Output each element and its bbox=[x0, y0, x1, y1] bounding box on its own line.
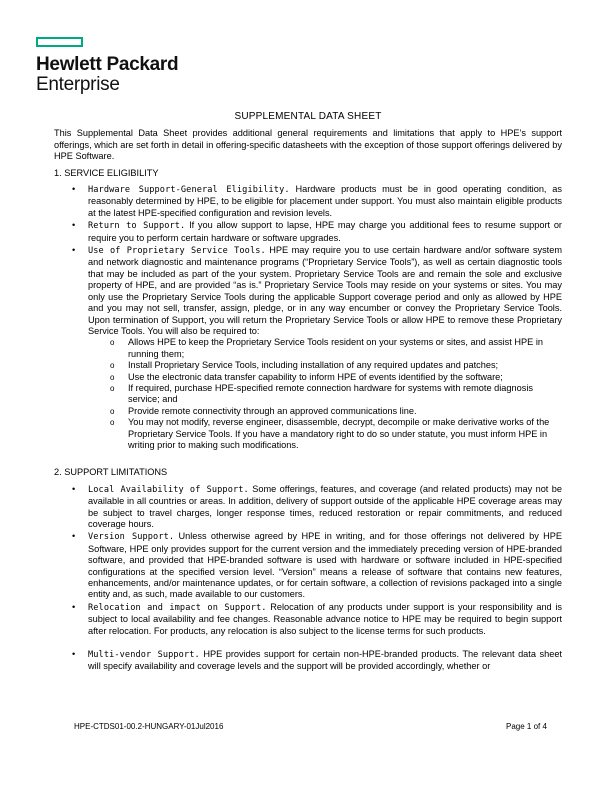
sub-list-item: o Provide remote connectivity through an approved communications line. bbox=[128, 406, 562, 417]
logo-line-2: Enterprise bbox=[36, 74, 120, 95]
item-term: Hardware Support-General Eligibility. bbox=[88, 185, 290, 196]
sub-list-item: o Allows HPE to keep the Proprietary Service Tools resident on your systems or sites, and assist HPE in running them; bbox=[128, 337, 562, 360]
list-item bbox=[88, 602, 562, 637]
list-item bbox=[88, 531, 562, 600]
sub-list-item: o Use the electronic data transfer capability to inform HPE of events identified by the software; bbox=[128, 372, 562, 383]
item-term: Version Support. bbox=[88, 532, 175, 543]
item-text: Unless otherwise agreed by HPE in writing, and for those offerings not delivered by HPE Software, HPE only provides support for the current version and the immediately preceding version of HPE-branded software, and provided that HPE-branded software is used with hardware or software included in HPE-specified configurations at the specified version level. “Version” means a release of software that contains new features, enhancements, and/or maintenance updates, or for certain software, a collection of revisions packaged into a single entity and, as such, made available to our customers. bbox=[88, 531, 562, 600]
intro-paragraph: This Supplemental Data Sheet provides additional general requirements and limitations that apply to HPE’s support offerings, which are set forth in detail in offering-specific datasheets with the exception of those support offerings delivered by HPE Software. bbox=[54, 128, 562, 162]
section-heading-service-eligibility: 1. SERVICE ELIGIBILITY bbox=[54, 167, 159, 178]
item-term: Local Availability of Support. bbox=[88, 484, 249, 495]
item-text: HPE provides support for certain non-HPE-branded products. The relevant data sheet will specify availability and coverage levels and the support will be provided accordingly, whether or bbox=[88, 649, 562, 672]
list-item bbox=[88, 184, 562, 219]
list-item bbox=[88, 220, 562, 244]
item-text: Hardware products must be in good operating condition, as reasonably determined by HPE, to be eligible for placement under support. You must also maintain eligible products at the latest HPE-specified configuration and revision levels. bbox=[88, 184, 562, 218]
item-text: If you allow support to lapse, HPE may charge you additional fees to resume support or require you to perform certain hardware or software upgrades. bbox=[88, 220, 562, 243]
item-term: Use of Proprietary Service Tools. bbox=[88, 246, 266, 257]
hpe-logo bbox=[36, 55, 178, 95]
hpe-logo-element bbox=[36, 37, 83, 47]
item-text: HPE may require you to use certain hardware and/or software system and network diagnostic and maintenance programs (“Proprietary Service Tools”), as well as certain diagnostic tools that may be included as part of the your system. Proprietary Service Tools are and remain the sole and exclusive property of HPE, and are provided “as is.” Proprietary Service Tools may reside on your systems or sites. You may only use the Proprietary Service Tools during the applicable Support coverage period and only as allowed by HPE and you may not sell, transfer, assign, pledge, or in any way encumber or convey the Proprietary Service Tools. Upon termination of Support, you will return the Proprietary Service Tools or allow HPE to remove these Proprietary Service Tools. You will also be required to: bbox=[88, 245, 562, 336]
logo-line-1: Hewlett Packard bbox=[36, 54, 179, 75]
sub-list-item: o You may not modify, reverse engineer, disassemble, decrypt, decompile or make derivative works of the Proprietary Service Tools. If you have a mandatory right to do so under statute, you must inform HPE in writing prior to making such modifications. bbox=[128, 417, 562, 451]
item-text: Relocation of any products under support is your responsibility and is subject to local availability and fee changes. Reasonable advance notice to HPE may be required to begin support after relocation. For products, any relocation is also subject to the license terms for such products. bbox=[88, 601, 562, 636]
item-text: Some offerings, features, and coverage (and related products) may not be available in all countries or areas. In addition, delivery of support outside of the applicable HPE coverage areas may be subject to travel charges, longer response times, reduced restoration or repair commitments, and reduced coverage hours. bbox=[88, 483, 562, 529]
footer-document-id: HPE-CTDS01-00.2-HUNGARY-01Jul2016 bbox=[74, 722, 224, 731]
list-item bbox=[88, 484, 562, 531]
list-item bbox=[88, 245, 562, 451]
proprietary-tools-requirements bbox=[88, 337, 562, 451]
support-limitations-list bbox=[54, 484, 562, 673]
item-term: Relocation and impact on Support. bbox=[88, 602, 267, 613]
section-heading-support-limitations: 2. SUPPORT LIMITATIONS bbox=[54, 467, 168, 478]
sub-list-item: o If required, purchase HPE-specified remote connection hardware for systems with remote diagnosis service; and bbox=[128, 383, 562, 406]
sub-list-item: o Install Proprietary Service Tools, including installation of any required updates and patches; bbox=[128, 360, 562, 371]
footer-page-number: Page 1 of 4 bbox=[506, 722, 547, 731]
item-term: Multi-vendor Support. bbox=[88, 650, 200, 661]
item-term: Return to Support. bbox=[88, 221, 186, 232]
list-item bbox=[88, 649, 562, 673]
document-body bbox=[54, 111, 562, 674]
document-title: SUPPLEMENTAL DATA SHEET bbox=[234, 111, 382, 122]
service-eligibility-list bbox=[54, 184, 562, 451]
